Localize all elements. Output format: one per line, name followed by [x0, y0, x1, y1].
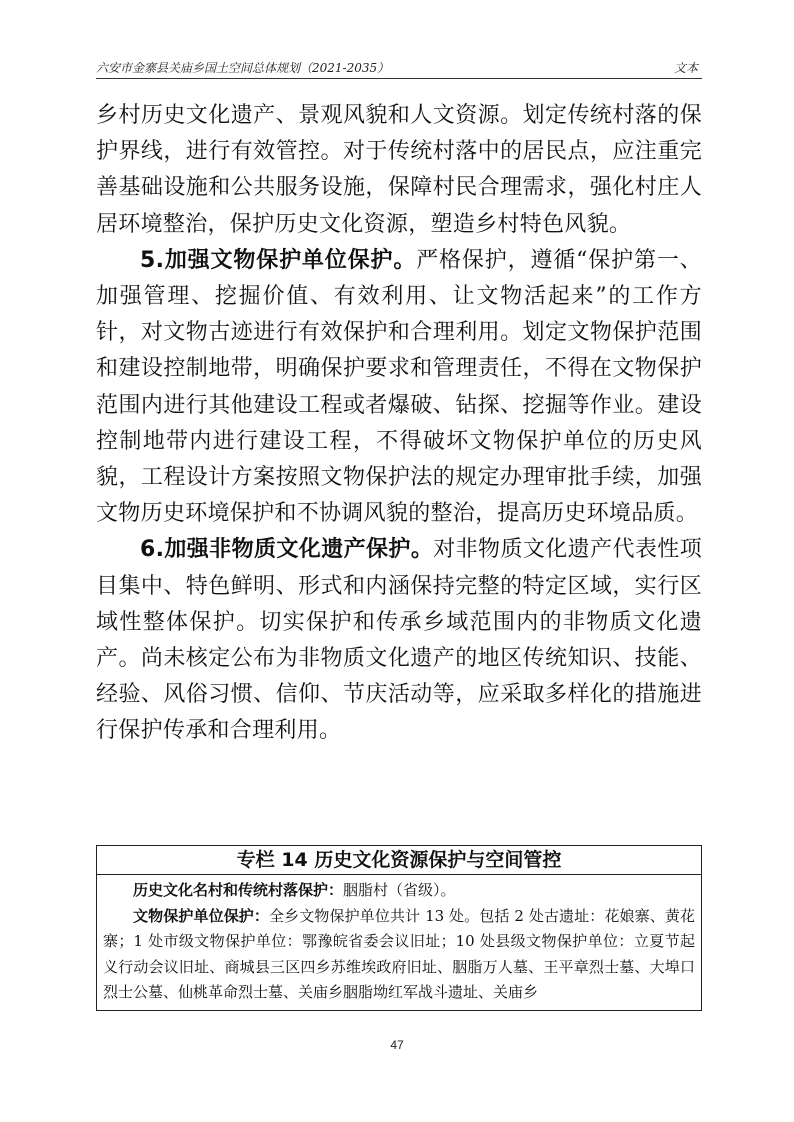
paragraph-text: 乡村历史文化遗产、景观风貌和人文资源。划定传统村落的保护界线，进行有效管控。对于传统村落中的居民点，应注重完善基础设施和公共服务设施，保障村民合理需求，强化村庄人居环境整治，保护历史文化资源，塑造乡村特色风貌。 — [96, 103, 702, 237]
header-title: 六安市金寨县关庙乡国土空间总体规划（2021-2035） — [96, 61, 390, 75]
paragraph-intangible-heritage — [96, 532, 702, 749]
paragraph-continued — [96, 98, 702, 243]
box-item — [103, 904, 695, 1006]
box-item-text: 胭脂村（省级）。 — [343, 881, 456, 899]
box-item — [103, 878, 695, 904]
box-item-text: 全乡文物保护单位共计 13 处。包括 2 处古遗址：花娘寨、黄花寨；1 处市级文物保护单位：鄂豫皖省委会议旧址；10 处县级文物保护单位：立夏节起义行动会议旧址、商城县三区四乡苏维埃政府旧址、胭脂万人墓、王平章烈士墓、大埠口烈士公墓、仙桃革命烈士墓、关庙乡胭脂坳红军战斗遗址、关庙乡 — [103, 906, 695, 1001]
paragraph-cultural-relics — [96, 243, 702, 533]
box-item-label: 文物保护单位保护： — [133, 906, 270, 925]
header-rule — [96, 78, 702, 79]
paragraph-text: 对非物质文化遗产代表性项目集中、特色鲜明、形式和内涵保持完整的特定区域，实行区域性整体保护。切实保护和传承乡域范围内的非物质文化遗产。尚未核定公布为非物质文化遗产的地区传统知识、技能、经验、风俗习惯、信仰、节庆活动等，应采取多样化的措施进行保护传承和合理利用。 — [96, 537, 702, 744]
paragraph-heading: 6.加强非物质文化遗产保护。 — [140, 537, 434, 563]
box-body — [97, 875, 701, 1006]
header-section-label: 文本 — [673, 61, 698, 75]
paragraph-text: 严格保护，遵循“保护第一、加强管理、挖掘价值、有效利用、让文物活起来”的工作方针，对文物古迹进行有效保护和合理利用。划定文物保护范围和建设控制地带，明确保护要求和管理责任，不得在文物保护范围内进行其他建设工程或者爆破、钻探、挖掘等作业。建设控制地带内进行建设工程，不得破坏文物保护单位的历史风貌，工程设计方案按照文物保护法的规定办理审批手续，加强文物历史环境保护和不协调风貌的整治，提高历史环境品质。 — [96, 247, 702, 527]
page-header — [96, 56, 702, 78]
body-text — [96, 98, 702, 750]
box-title: 专栏 14 历史文化资源保护与空间管控 — [97, 846, 701, 875]
sidebar-box — [96, 845, 702, 1011]
box-item-label: 历史文化名村和传统村落保护： — [133, 881, 344, 899]
page-number: 47 — [390, 1038, 404, 1052]
paragraph-heading: 5.加强文物保护单位保护。 — [140, 247, 417, 273]
